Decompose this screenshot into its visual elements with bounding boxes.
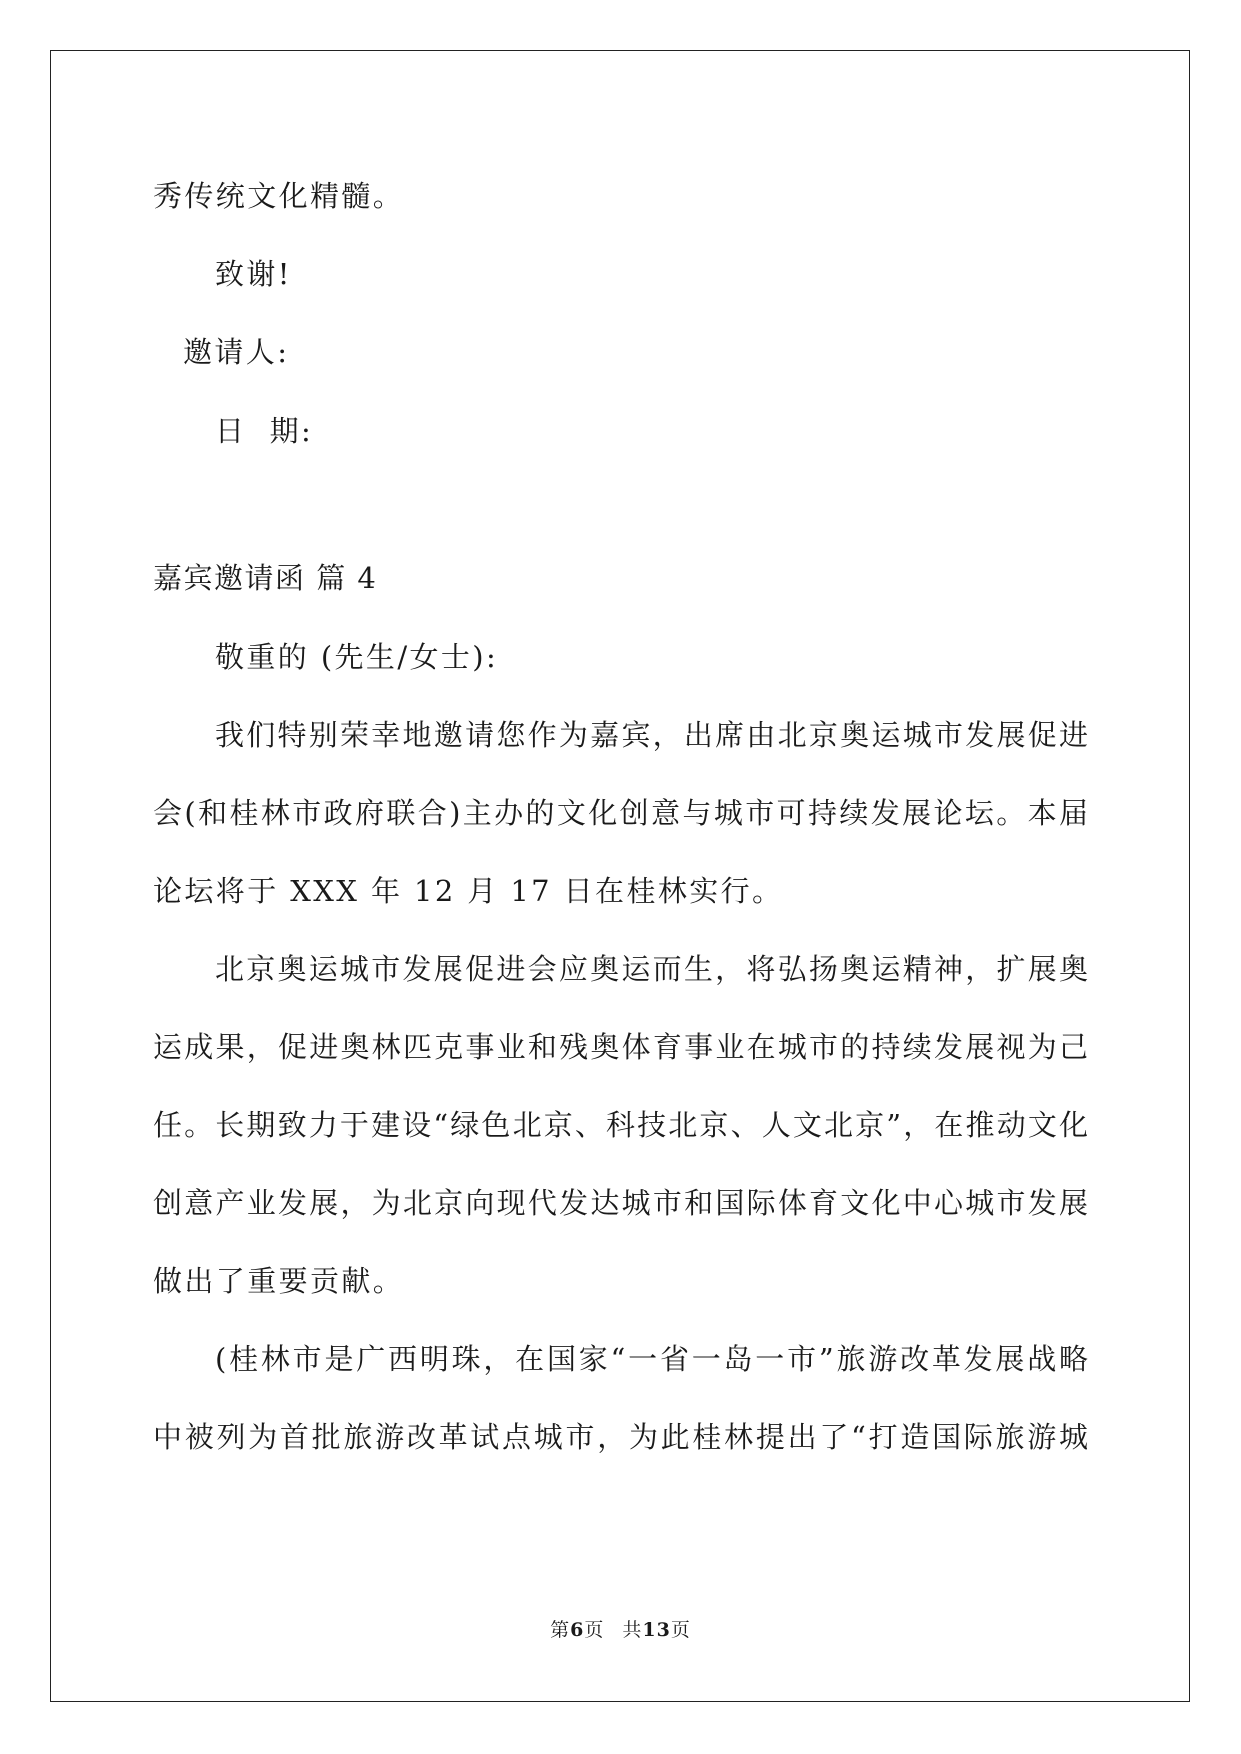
paragraph-line: 论坛将于 XXX 年 12 月 17 日在桂林实行。 — [153, 874, 784, 908]
paragraph-line: 中被列为首批旅游改革试点城市，为此桂林提出了“打造国际旅游城 — [153, 1420, 1088, 1454]
paragraph-line: 运成果，促进奥林匹克事业和残奥体育事业在城市的持续发展视为己 — [153, 1030, 1088, 1064]
date-label: 日 期: — [215, 414, 314, 448]
total-page-number: 13 — [642, 1619, 671, 1641]
paragraph-line: 任。长期致力于建设“绿色北京、科技北京、人文北京”，在推动文化 — [153, 1108, 1088, 1142]
text-line: 秀传统文化精髓。 — [153, 179, 405, 213]
section-heading: 嘉宾邀请函 篇 4 — [153, 561, 378, 595]
footer-total-suffix: 页 — [670, 1619, 691, 1641]
paragraph-line: 做出了重要贡献。 — [153, 1264, 405, 1298]
paragraph-line: (桂林市是广西明珠，在国家“一省一岛一市”旅游改革发展战略 — [215, 1342, 1088, 1376]
page-footer — [0, 1618, 1241, 1642]
footer-prefix: 第 — [550, 1619, 571, 1641]
paragraph-line: 会(和桂林市政府联合)主办的文化创意与城市可持续发展论坛。本届 — [153, 796, 1088, 830]
closing-thanks: 致谢! — [215, 257, 292, 291]
footer-total-prefix: 共 — [622, 1619, 643, 1641]
inviter-label: 邀请人: — [183, 335, 290, 369]
current-page-number: 6 — [570, 1619, 585, 1641]
paragraph-line: 我们特别荣幸地邀请您作为嘉宾，出席由北京奥运城市发展促进 — [215, 718, 1088, 752]
paragraph-line: 北京奥运城市发展促进会应奥运而生，将弘扬奥运精神，扩展奥 — [215, 952, 1088, 986]
salutation: 敬重的 (先生/女士): — [215, 640, 499, 674]
footer-page-suffix: 页 — [584, 1619, 605, 1641]
paragraph-line: 创意产业发展，为北京向现代发达城市和国际体育文化中心城市发展 — [153, 1186, 1088, 1220]
